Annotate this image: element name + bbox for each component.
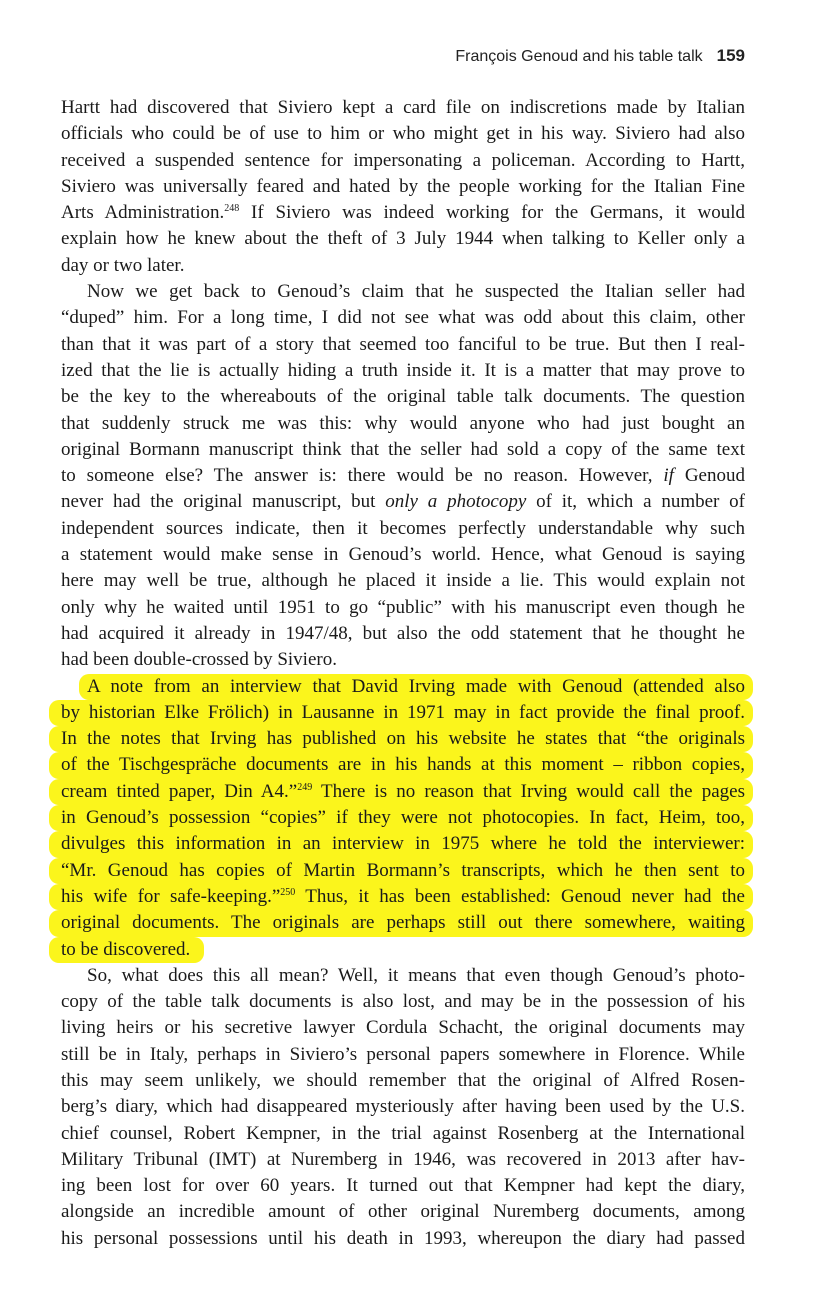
running-header [0, 46, 745, 66]
text-line: chief counsel, Robert Kempner, in the trial against Rosenberg at the International [61, 1122, 745, 1144]
highlighted-line: original documents. The originals are perhaps still out there somewhere, waiting [49, 910, 753, 936]
footnote-ref-248: 248 [224, 203, 240, 215]
text-line: “duped” him. For a long time, I did not see what was odd about this claim, other [61, 307, 745, 329]
highlighted-line [49, 779, 753, 805]
highlighted-line: A note from an interview that David Irving made with Genoud (attended also [79, 674, 753, 700]
text-run: of it, which a number of [526, 491, 745, 513]
text-line: explain how he knew about the theft of 3 July 1944 when talking to Keller only a [61, 228, 745, 250]
highlighted-paragraph [61, 674, 745, 963]
text-line: still be in Italy, perhaps in Siviero’s personal papers somewhere in Florence. While [61, 1043, 745, 1065]
text-line: had acquired it already in 1947/48, but also the odd statement that he thought he [61, 622, 745, 644]
text-line: ized that the lie is actually hiding a truth inside it. It is a matter that may prove to [61, 359, 745, 381]
text-run: to someone else? The answer is: there would be no reason. However, [61, 465, 664, 487]
text-run: his wife for safe-keeping.” [61, 885, 281, 907]
text-run: Genoud [673, 465, 745, 487]
text-line: than that it was part of a story that seemed too fanciful to be true. But then I real- [61, 333, 745, 355]
highlighted-line: of the Tischgespräche documents are in his hands at this moment – ribbon copies, [49, 752, 753, 778]
text-line: officials who could be of use to him or who might get in his way. Siviero had also [61, 123, 745, 145]
text-line: original Bormann manuscript think that the seller had sold a copy of the same text [61, 438, 745, 460]
text-run: never had the original manuscript, but [61, 491, 386, 513]
highlighted-line: to be discovered. [49, 937, 204, 963]
text-line: Siviero was universally feared and hated by the people working for the Italian Fine [61, 175, 745, 197]
text-line: had been double-crossed by Siviero. [61, 649, 337, 671]
text-line [61, 489, 745, 515]
body-text [61, 95, 745, 1252]
text-line [61, 200, 745, 226]
page-number: 159 [716, 46, 745, 65]
highlighted-line: “Mr. Genoud has copies of Martin Bormann’s transcripts, which he then sent to [49, 858, 753, 884]
footnote-ref-250: 250 [280, 886, 296, 898]
text-line: this may seem unlikely, we should remember that the original of Alfred Rosen- [61, 1069, 745, 1091]
text-run: There is no reason that Irving would call the pages [312, 780, 745, 802]
italic-run: only a photocopy [385, 491, 527, 513]
footnote-ref-249: 249 [297, 781, 313, 793]
highlighted-line: In the notes that Irving has published on his website he states that “the originals [49, 726, 753, 752]
highlighted-line: in Genoud’s possession “copies” if they were not photocopies. In fact, Heim, too, [49, 805, 753, 831]
paragraph-1 [61, 95, 745, 279]
text-line: received a suspended sentence for impersonating a policeman. According to Hartt, [61, 149, 745, 171]
text-line: ing been lost for over 60 years. It turned out that Kempner had kept the diary, [61, 1175, 745, 1197]
text-line: that suddenly struck me was this: why would anyone who had just bought an [61, 412, 745, 434]
paragraph-2 [61, 279, 745, 673]
text-line: alongside an incredible amount of other original Nuremberg documents, among [61, 1201, 745, 1223]
text-line: be the key to the whereabouts of the original table talk documents. The question [61, 386, 745, 408]
text-line: independent sources indicate, then it becomes perfectly understandable why such [61, 517, 745, 539]
text-run: cream tinted paper, Din A4.” [61, 780, 298, 802]
text-line: Hartt had discovered that Siviero kept a card file on indiscretions made by Italian [61, 97, 745, 118]
text-line: living heirs or his secretive lawyer Cordula Schacht, the original documents may [61, 1017, 745, 1039]
text-line: here may well be true, although he placed it inside a lie. This would explain not [61, 570, 745, 592]
text-line: Now we get back to Genoud’s claim that he suspected the Italian seller had [87, 281, 745, 303]
text-line: copy of the table talk documents is also lost, and may be in the possession of his [61, 991, 745, 1013]
text-run: If Siviero was indeed working for the Germans, it would [239, 202, 745, 224]
text-run: Arts Administration. [61, 202, 225, 224]
highlighted-line [49, 884, 753, 910]
italic-run: if [663, 465, 674, 487]
text-line: only why he waited until 1951 to go “public” with his manuscript even though he [61, 596, 745, 618]
text-run: Thus, it has been established: Genoud never had the [295, 885, 745, 907]
highlighted-line: divulges this information in an interview in 1975 where he told the interviewer: [49, 831, 753, 857]
text-line: a statement would make sense in Genoud’s world. Hence, what Genoud is saying [61, 544, 745, 566]
text-line: day or two later. [61, 254, 185, 276]
text-line [61, 463, 745, 489]
highlighted-line: by historian Elke Frölich) in Lausanne in 1971 may in fact provide the final proof. [49, 700, 753, 726]
text-line: So, what does this all mean? Well, it means that even though Genoud’s photo- [87, 964, 745, 986]
text-line: berg’s diary, which had disappeared mysteriously after having been used by the U.S. [61, 1096, 745, 1118]
text-line: Military Tribunal (IMT) at Nuremberg in 1946, was recovered in 2013 after hav- [61, 1148, 745, 1170]
running-title: François Genoud and his table talk [455, 48, 703, 65]
paragraph-4 [61, 963, 745, 1252]
text-line: his personal possessions until his death in 1993, whereupon the diary had passed [61, 1227, 745, 1249]
